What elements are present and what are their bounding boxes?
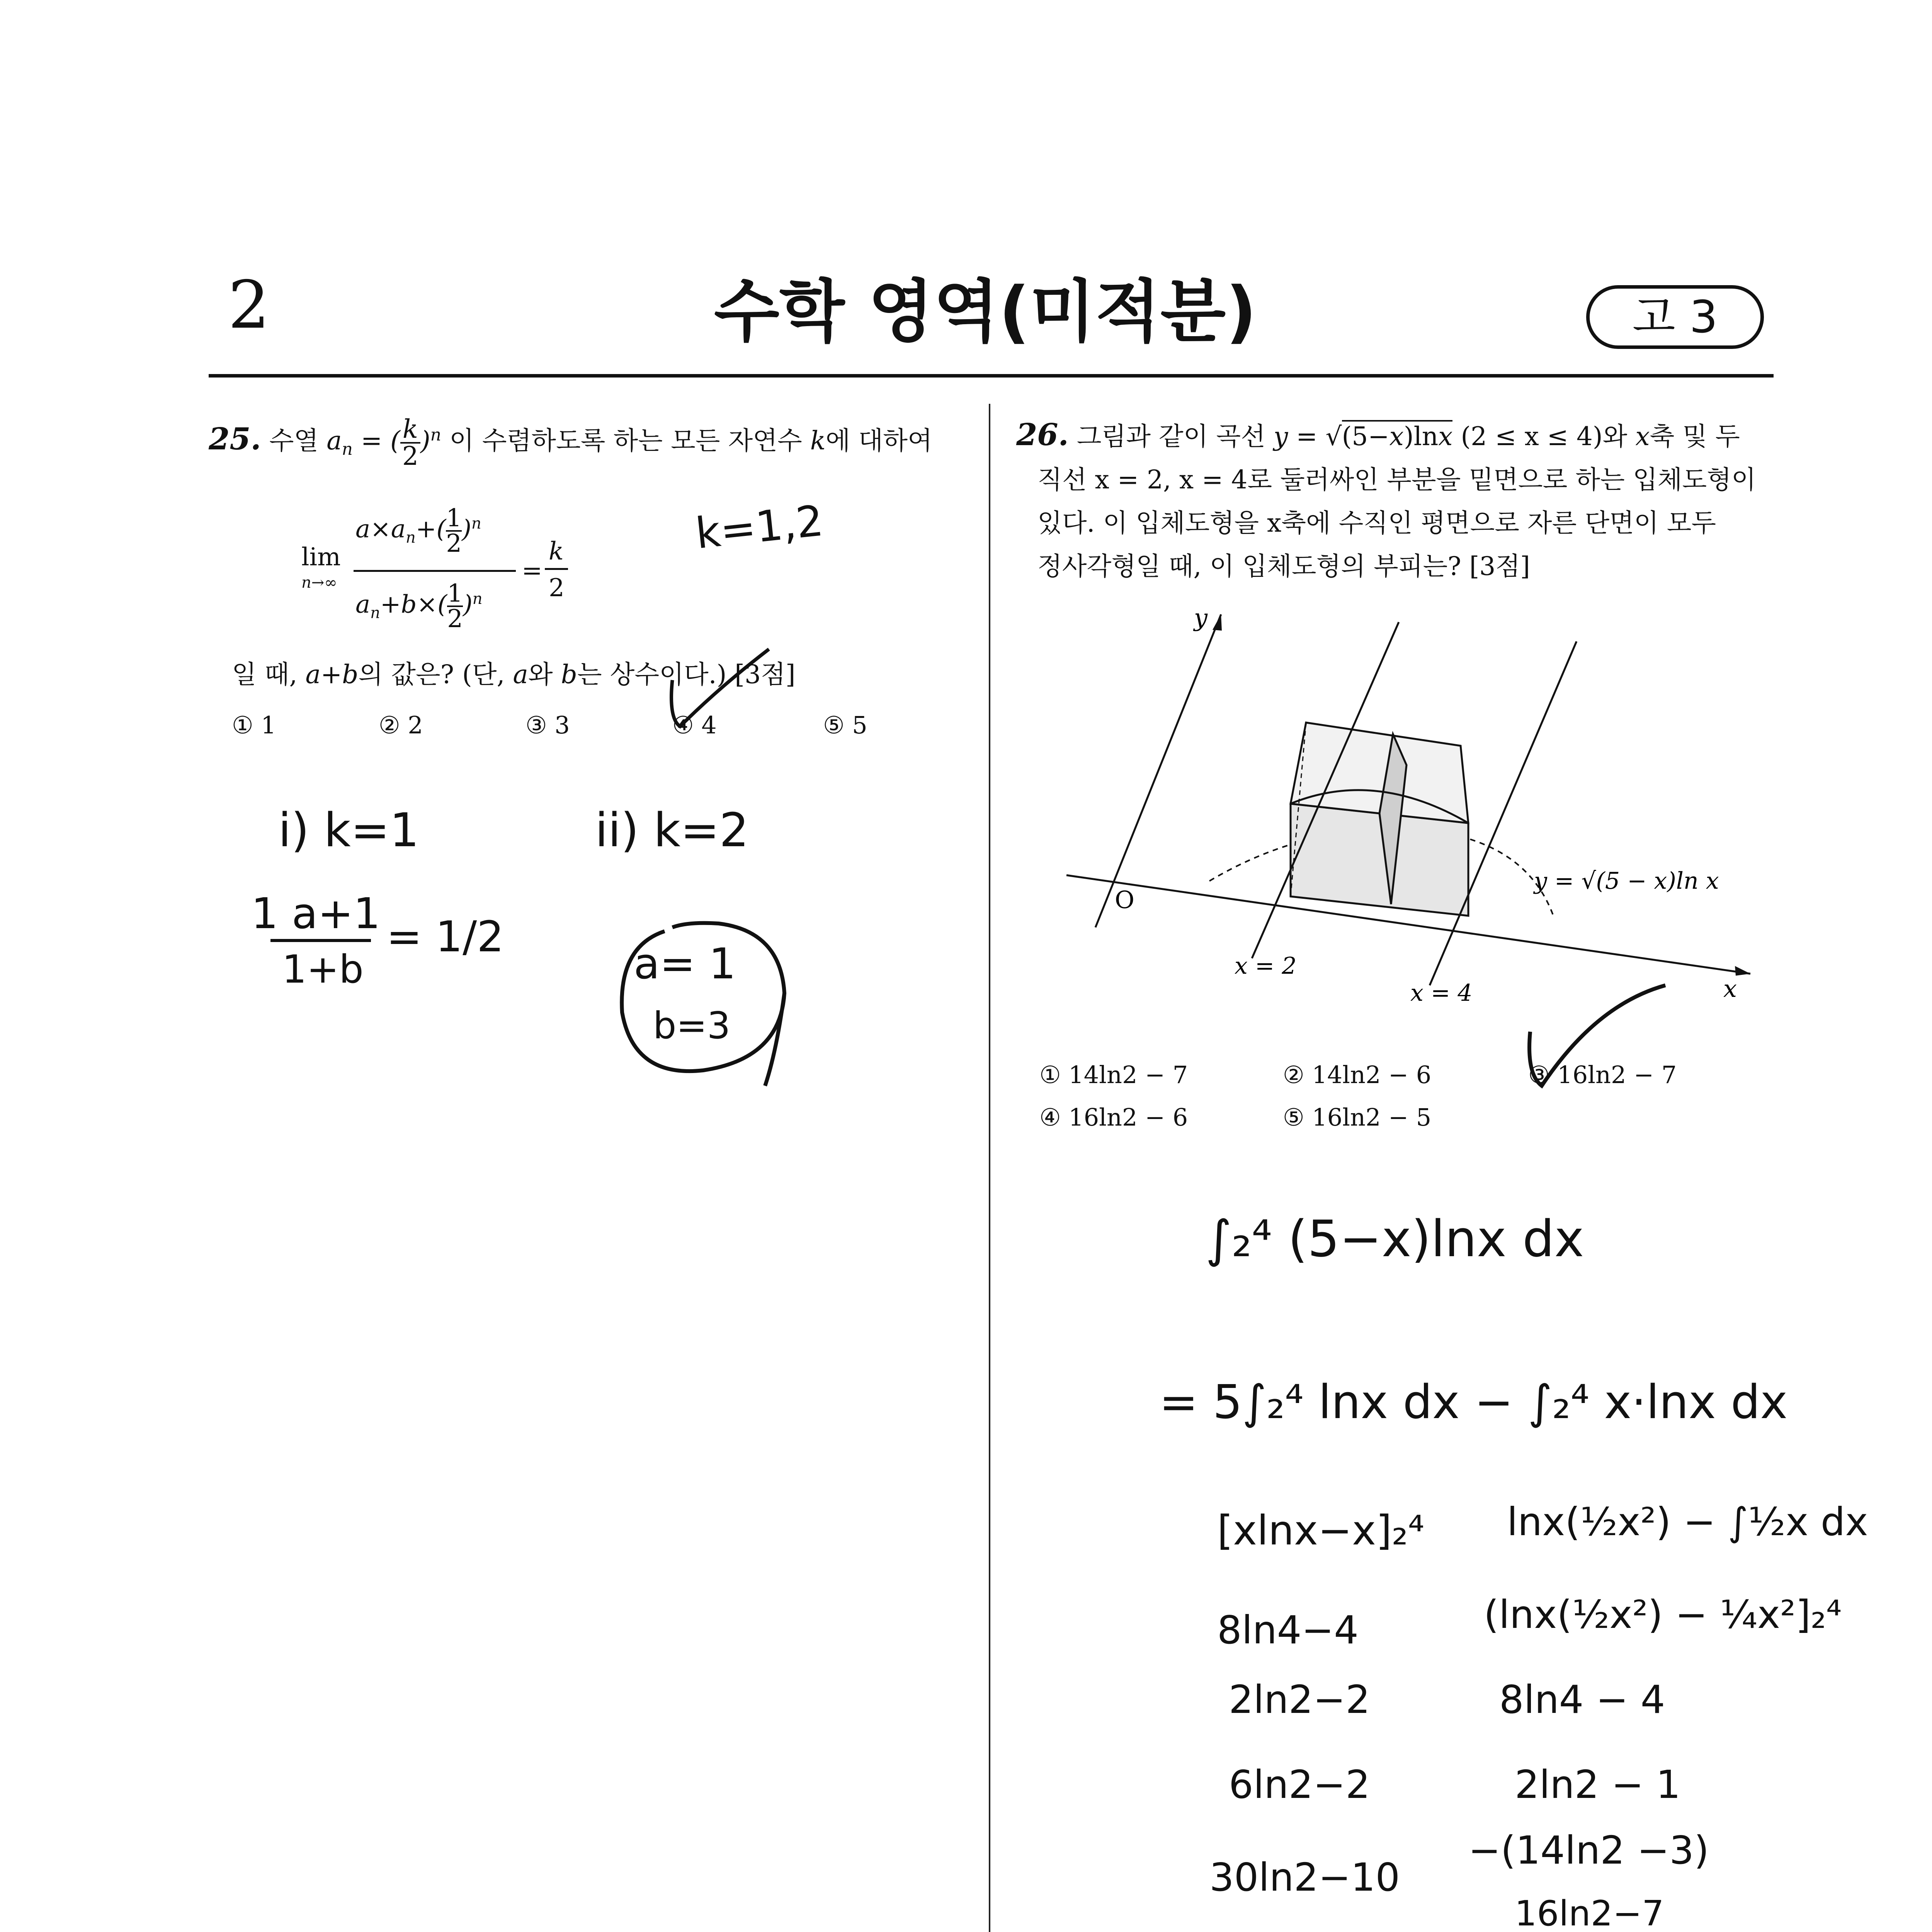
hw-q25-fraction-denominator: 1+b [282, 947, 364, 992]
q25-cond-d: 는 상수이다.) [3점] [577, 660, 796, 689]
q26-choice-1[interactable]: ① 14ln2 − 7 [1039, 1061, 1188, 1089]
hw-q26-expansion: = 5∫₂⁴ lnx dx − ∫₂⁴ x·lnx dx [1159, 1376, 1788, 1429]
hw-q25-k-note: k=1,2 [693, 496, 826, 558]
q25-choice-5[interactable]: ⑤ 5 [823, 711, 867, 739]
q25-statement: 25. 수열 $a_n$ = ( $\frac{k}{2}$ )$^n$ 이 수렴하도록 하는 모든 자연수 k에 대하여 [209, 414, 932, 471]
hw-q26-left-line-5: 30ln2−10 [1209, 1855, 1400, 1900]
q25-sequence-formula: $a_n$ = ( $\frac{k}{2}$ )$^n$ [327, 414, 441, 471]
q26-choice-5[interactable]: ⑤ 16ln2 − 5 [1283, 1103, 1432, 1131]
q26-line2: 직선 x = 2, x = 4로 둘러싸인 부분을 밑면으로 하는 입체도형이 [1037, 465, 1756, 495]
hw-q25-check-mark [665, 641, 781, 742]
hw-q26-left-line-1: [xlnx−x]₂⁴ [1217, 1507, 1425, 1554]
hw-q25-case2: ii) k=2 [595, 804, 749, 857]
hw-q25-answer-b: b=3 [653, 1005, 731, 1047]
q25-intro-a: 수열 [269, 426, 319, 456]
q26-line1-a: 그림과 같이 곡선 [1077, 422, 1265, 451]
q26-solid-figure [1043, 603, 1777, 1028]
page-title: 수학 영역(미적분) [714, 273, 1257, 351]
figure-curve-label: y = √(5 − x)ln x [1534, 867, 1719, 895]
q25-intro-b: 이 수렴하도록 하는 모든 자연수 [449, 426, 802, 456]
header-rule [209, 374, 1774, 378]
q26-line1-b: (2 ≤ x ≤ 4)와 [1461, 422, 1628, 451]
hw-q25-fraction-numerator: 1 a+1 [251, 889, 381, 938]
q26-statement: 26. 그림과 같이 곡선 y = √(5−x)lnx (2 ≤ x ≤ 4)와 x축 및 두 직선 x = 2, x = 4로 둘러싸인 부분을 밑면으로 하는 입체도형이 있다. 이 입체도형을 x축에 수직인 평면으로 자른 단면이 모두 정사각형일 때, 이 입체도형의 부피는? [3점] [1016, 413, 1774, 588]
q26-number: 26. [1016, 417, 1069, 452]
q26-line1-c: 축 및 두 [1650, 422, 1740, 451]
q25-intro-c: 에 대하여 [825, 426, 932, 456]
figure-y-label: y [1194, 604, 1208, 632]
hw-q26-right-line-6: 16ln2−7 [1515, 1893, 1664, 1932]
hw-q26-left-line-3: 2ln2−2 [1229, 1677, 1370, 1722]
figure-x4-label: x = 4 [1410, 980, 1473, 1007]
q25-choice-1[interactable]: ① 1 [232, 711, 276, 739]
hw-q26-integral: ∫₂⁴ (5−x)lnx dx [1206, 1209, 1584, 1268]
grade-badge: 고 3 [1586, 285, 1764, 349]
q25-number: 25. [209, 422, 261, 457]
q26-choice-3[interactable]: ③ 16ln2 − 7 [1528, 1061, 1677, 1089]
hw-q26-right-line-2: (lnx(½x²) − ¼x²]₂⁴ [1484, 1592, 1842, 1637]
figure-x-label: x [1723, 975, 1737, 1003]
column-divider [989, 404, 990, 1932]
figure-x2-label: x = 2 [1235, 952, 1297, 980]
q26-choice-4[interactable]: ④ 16ln2 − 6 [1039, 1103, 1188, 1131]
hw-q26-left-line-4: 6ln2−2 [1229, 1762, 1370, 1807]
q25-condition: 일 때, a+b의 값은? (단, a와 b는 상수이다.) [3점] [232, 660, 796, 689]
hw-q26-right-line-3: 8ln4 − 4 [1499, 1677, 1665, 1722]
q25-cond-b: 의 값은? (단, [358, 660, 505, 689]
q26-line3: 있다. 이 입체도형을 x축에 수직인 평면으로 자른 단면이 모두 [1037, 508, 1716, 538]
q25-limit-expression: lim n→∞ $a\times a_n+$( $\frac{1}{2}$ )$^n$ $a_n+b\times$( $\frac{1}{2}$ )$^n$ = k 2 [301, 491, 649, 653]
q25-cond-c: 와 [528, 660, 553, 689]
figure-origin-label: O [1115, 886, 1134, 914]
q25-choice-4[interactable]: ④ 4 [672, 711, 717, 739]
hw-q25-answer-a: a= 1 [634, 939, 736, 988]
hw-q26-right-line-1: lnx(½x²) − ∫½x dx [1507, 1499, 1868, 1544]
q26-line4: 정사각형일 때, 이 입체도형의 부피는? [3점] [1037, 551, 1530, 581]
q26-choice-2[interactable]: ② 14ln2 − 6 [1283, 1061, 1432, 1089]
hw-q26-right-line-4: 2ln2 − 1 [1515, 1762, 1681, 1807]
hw-q26-left-line-2: 8ln4−4 [1217, 1607, 1359, 1653]
q25-choice-3[interactable]: ③ 3 [526, 711, 570, 739]
hw-q25-equation-rhs: = 1/2 [386, 912, 504, 961]
hw-q25-case1: i) k=1 [278, 804, 419, 857]
hw-q26-check-mark [1519, 974, 1673, 1097]
q25-cond-a: 일 때, [232, 660, 298, 689]
page-number: 2 [228, 267, 270, 344]
hw-q26-right-line-5: −(14ln2 −3) [1468, 1828, 1709, 1873]
hw-q25-fraction-bar [270, 939, 371, 942]
q25-choice-2[interactable]: ② 2 [379, 711, 423, 739]
